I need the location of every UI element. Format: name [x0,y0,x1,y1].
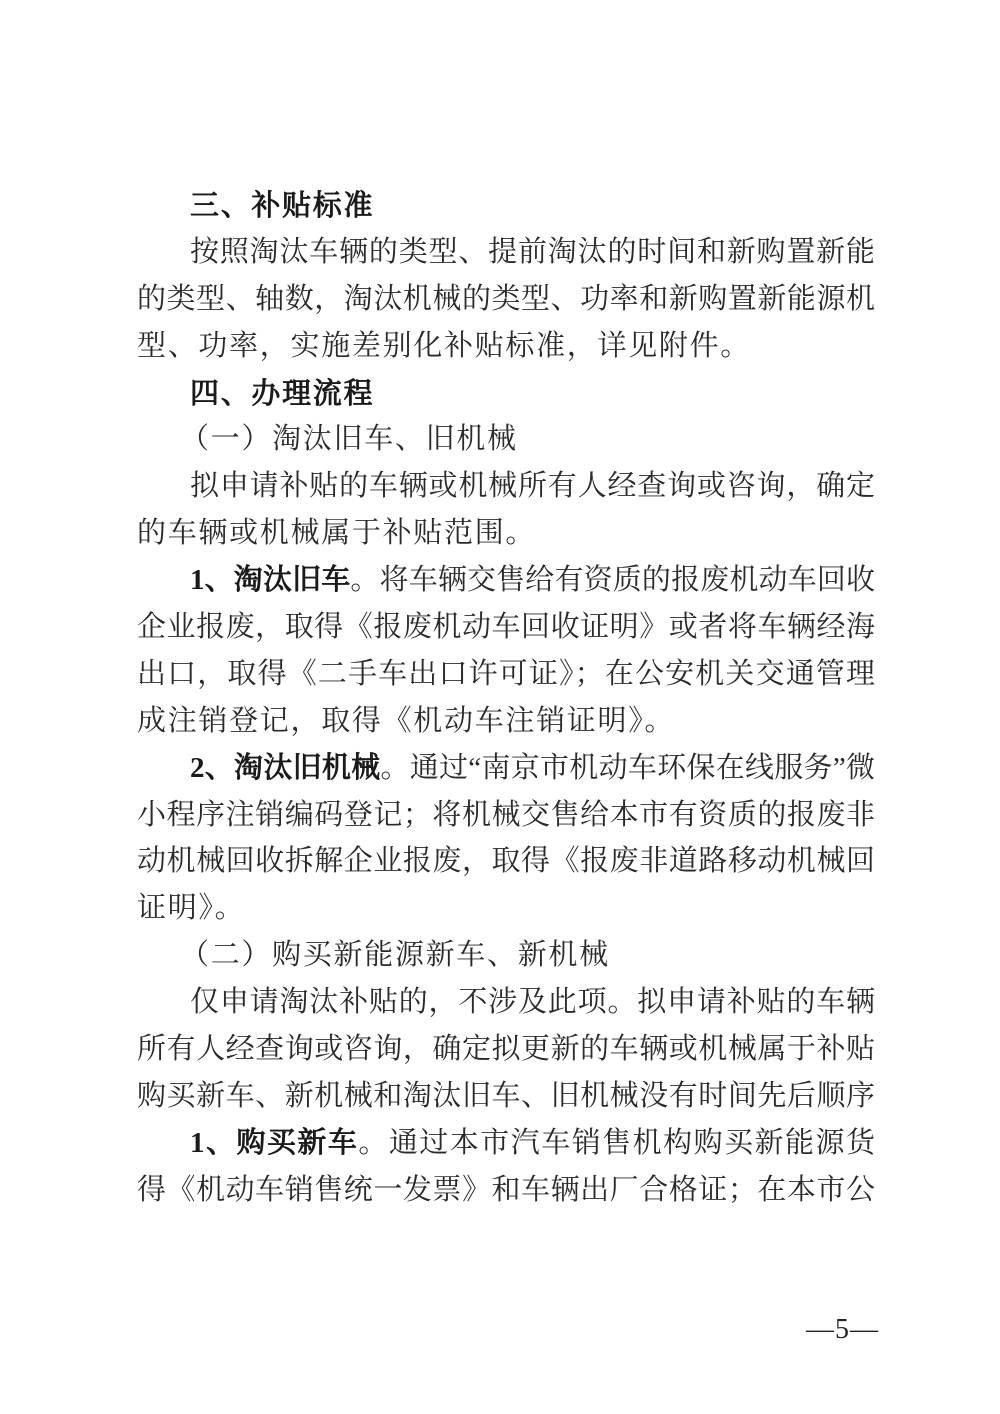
paragraph-line [137,745,875,792]
paragraph-line: 的车辆或机械属于补贴范围。 [137,517,537,550]
paragraph-line: 购买新车、新机械和淘汰旧车、旧机械没有时间先后顺序 [137,1079,875,1112]
paragraph-line: 仅申请淘汰补贴的，不涉及此项。拟申请补贴的车辆 [190,986,875,1019]
section-heading-process: 四、办理流程 [190,375,375,410]
paragraph-line [137,1120,875,1167]
item-title: 1、淘汰旧车 [190,564,351,597]
paragraph-line: 小程序注销编码登记；将机械交售给本市有资质的报废非 [137,798,875,831]
item-text: 。通过“南京市机动车环保在线服务”微 [380,751,875,784]
item-text: 。将车辆交售给有资质的报废机动车回收 [350,564,875,597]
page-number: —5— [806,1314,879,1345]
paragraph-line: 型、功率，实施差别化补贴标准，详见附件。 [137,329,752,362]
subsection-heading-purchase: （二）购买新能源新车、新机械 [180,939,610,972]
subsection-heading-eliminate: （一）淘汰旧车、旧机械 [180,423,518,456]
paragraph-line: 成注销登记，取得《机动车注销证明》。 [137,704,676,737]
document-body [137,182,875,1214]
item-text: 。通过本市汽车销售机构购买新能源货 [358,1126,875,1159]
paragraph-line: 得《机动车销售统一发票》和车辆出厂合格证；在本市公 [137,1173,875,1206]
paragraph-line: 拟申请补贴的车辆或机械所有人经查询或咨询，确定 [190,470,875,503]
paragraph-line: 动机械回收拆解企业报废，取得《报废非道路移动机械回 [137,845,875,878]
paragraph-line: 按照淘汰车辆的类型、提前淘汰的时间和新购置新能 [190,235,875,268]
section-heading-subsidy-standard: 三、补贴标准 [190,188,375,222]
paragraph-line: 的类型、轴数，淘汰机械的类型、功率和新购置新能源机 [137,282,875,315]
paragraph-line [137,557,875,604]
paragraph-line: 证明》。 [137,892,246,925]
item-title: 1、购买新车 [190,1126,359,1159]
paragraph-line: 所有人经查询或咨询，确定拟更新的车辆或机械属于补贴 [137,1033,875,1066]
paragraph-line: 企业报废，取得《报废机动车回收证明》或者将车辆经海 [137,611,875,644]
paragraph-line: 出口，取得《二手车出口许可证》；在公安机关交通管理 [137,657,875,690]
item-title: 2、淘汰旧机械 [190,751,381,784]
